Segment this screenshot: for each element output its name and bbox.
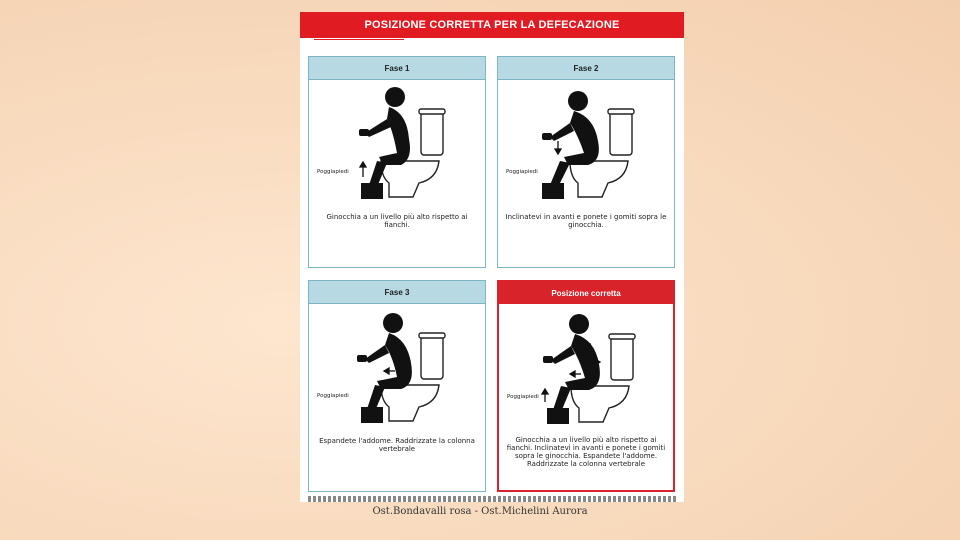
panel-caption: Ginocchia a un livello più alto rispetto ai fianchi. Inclinatevi in avanti e ponete i gomiti sopra le ginocchia. Espandete l'addome. Raddrizzate la colonna vertebrale — [506, 436, 666, 468]
panel-caption: Inclinatevi in avanti e ponete i gomiti sopra le ginocchia. — [505, 213, 667, 229]
posture-illustration — [309, 303, 485, 433]
footstool-label: Poggiapiedi — [317, 393, 349, 399]
posture-illustration — [499, 304, 675, 434]
panel-heading: Fase 1 — [309, 57, 485, 80]
footnote-text-strip — [308, 496, 676, 502]
footstool-label: Poggiapiedi — [317, 169, 349, 175]
panel-fase-3 — [308, 280, 486, 492]
footstool-label: Poggiapiedi — [506, 169, 538, 175]
panel-caption: Espandete l'addome. Raddrizzate la colonna vertebrale — [319, 437, 475, 453]
posture-illustration — [498, 79, 674, 209]
slide-credit: Ost.Bondavalli rosa - Ost.Michelini Aurora — [372, 506, 588, 517]
panel-heading: Fase 2 — [498, 57, 674, 80]
panel-fase-2 — [497, 56, 675, 268]
poster-image — [300, 12, 684, 502]
posture-illustration — [309, 79, 485, 209]
poster-title: POSIZIONE CORRETTA PER LA DEFECAZIONE — [300, 12, 684, 38]
panel-heading: Posizione corretta — [499, 282, 673, 304]
arrow-icon — [360, 162, 366, 177]
panel-fase-1 — [308, 56, 486, 268]
footstool-label: Poggiapiedi — [507, 394, 539, 400]
panel-posizione-corretta — [497, 280, 675, 492]
panel-caption: Ginocchia a un livello più alto rispetto ai fianchi. — [326, 213, 468, 229]
panel-heading: Fase 3 — [309, 281, 485, 304]
